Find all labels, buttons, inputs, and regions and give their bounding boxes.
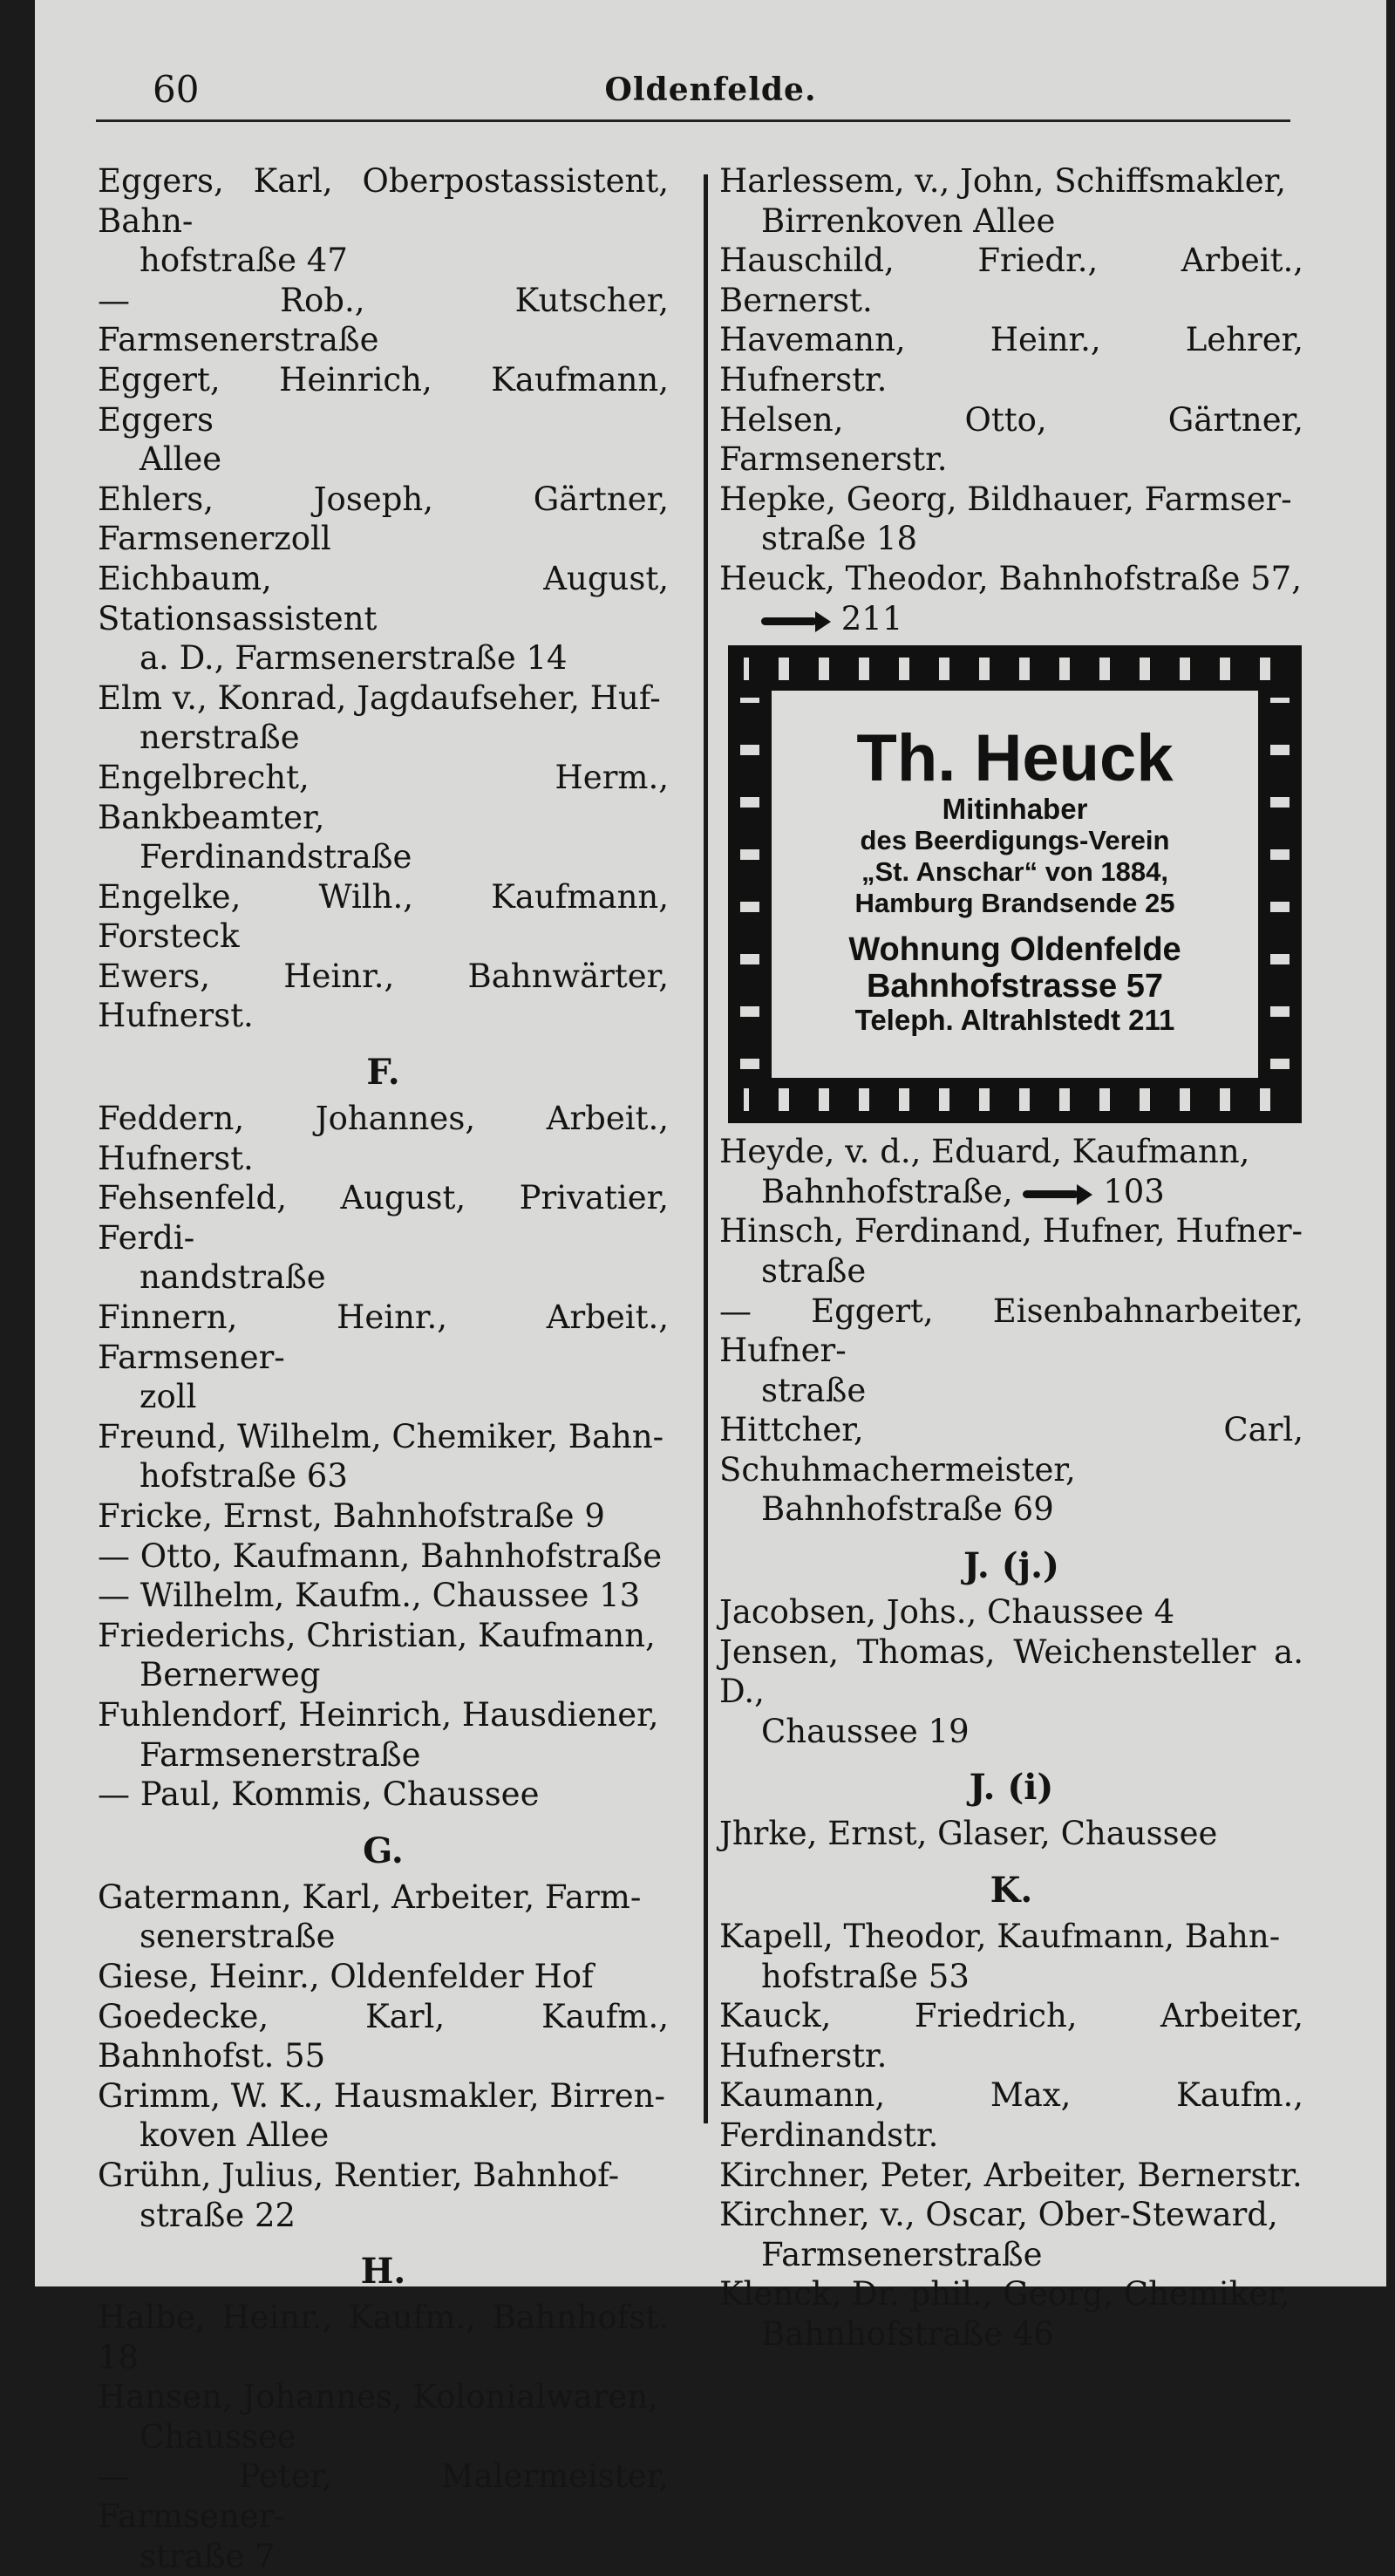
directory-entry	[719, 2075, 1303, 2155]
header-rule	[96, 119, 1290, 122]
ornament-border-top	[744, 658, 1286, 680]
page-header	[105, 68, 1317, 120]
entry-line: Fehsenfeld, August, Privatier, Ferdi-	[98, 1179, 669, 1257]
entry-line: Hittcher, Carl, Schuhmachermeister,	[719, 1411, 1303, 1489]
entry-line: Gatermann, Karl, Arbeiter, Farm-	[98, 1877, 642, 1916]
entry-continuation: Bahnhofstraße 46	[761, 2314, 1054, 2353]
entry-continuation: straße 7	[140, 2537, 276, 2575]
directory-entry	[719, 1410, 1303, 1530]
entry-continuation: Bernerweg	[140, 1656, 321, 1694]
entry-continuation: straße	[761, 1251, 867, 1290]
entry-line: Kaumann, Max, Kaufm., Ferdinandstr.	[719, 2076, 1303, 2154]
ornament-border-right	[1270, 698, 1290, 1071]
ornament-border-left	[740, 698, 759, 1071]
ad-line-1: Mitinhaber	[942, 793, 1088, 826]
directory-entry	[98, 480, 669, 559]
entry-line: Harlessem, v., John, Schiffsmakler,	[719, 162, 1286, 200]
right-column	[719, 161, 1303, 2355]
entry-continuation: Ferdinandstraße	[140, 838, 412, 876]
section-letter: H.	[360, 2251, 406, 2293]
entry-line: Jhrke, Ernst, Glaser, Chaussee	[719, 1815, 1218, 1853]
entry-line: — Paul, Kommis, Chaussee	[98, 1775, 540, 1814]
entry-line: Heuck, Theodor, Bahnhofstraße 57,	[719, 559, 1302, 597]
entry-continuation: Farmsenerstraße	[761, 2235, 1043, 2273]
telephone-icon	[1023, 1182, 1092, 1205]
section-letter: K.	[990, 1870, 1033, 1912]
entry-continuation: Chaussee 19	[761, 1712, 970, 1750]
column-divider	[704, 174, 708, 2123]
entry-line: Giese, Heinr., Oldenfelder Hof	[98, 1957, 594, 1995]
entry-line: Eggert, Heinrich, Kaufmann, Eggers	[98, 360, 669, 439]
directory-entry	[719, 1211, 1303, 1291]
left-column	[98, 161, 669, 2576]
entry-continuation: nandstraße	[140, 1258, 326, 1297]
entry-line: Kirchner, v., Oscar, Ober-Steward,	[719, 2196, 1278, 2234]
directory-entry	[719, 400, 1303, 480]
entry-line: Elm v., Konrad, Jagdaufseher, Huf-	[98, 678, 661, 717]
entry-line: Ehlers, Joseph, Gärtner, Farmsenerzoll	[98, 480, 669, 558]
entry-line: Finnern, Heinr., Arbeit., Farmsener-	[98, 1298, 669, 1376]
ornament-border-bottom	[744, 1088, 1286, 1111]
directory-entry	[98, 1576, 669, 1616]
section-letter: G.	[363, 1830, 404, 1871]
page-number: 60	[153, 68, 200, 111]
entry-continuation: a. D., Farmsenerstraße 14	[140, 639, 568, 678]
directory-entry	[98, 1496, 669, 1537]
directory-entry	[719, 2156, 1303, 2196]
directory-entry	[719, 1814, 1303, 1854]
entry-line: Helsen, Otto, Gärtner, Farmsenerstr.	[719, 400, 1303, 479]
directory-entry	[98, 1099, 669, 1178]
directory-entry	[719, 1291, 1303, 1411]
entry-line: Heyde, v. d., Eduard, Kaufmann,	[719, 1133, 1250, 1171]
directory-entry	[98, 281, 669, 360]
entry-line: Hauschild, Friedr., Arbeit., Bernerst.	[719, 242, 1303, 319]
entry-continuation: Farmsenerstraße	[140, 1735, 421, 1774]
entry-continuation: zoll	[140, 1378, 197, 1416]
entry-continuation: straße 18	[761, 520, 918, 558]
section-letter: F.	[366, 1052, 400, 1094]
directory-entry	[719, 1592, 1303, 1632]
entry-continuation: straße	[761, 1371, 867, 1409]
entry-line: Eggers, Karl, Oberpostassistent, Bahn-	[98, 162, 669, 240]
directory-entry	[98, 2076, 669, 2156]
entry-line: Ewers, Heinr., Bahnwärter, Hufnerst.	[98, 957, 669, 1035]
ad-line-2: des Beerdigungs-Verein	[860, 825, 1170, 856]
entry-continuation: Chaussee	[140, 2417, 296, 2456]
directory-entry	[98, 758, 669, 877]
running-title: Oldenfelde.	[604, 72, 817, 108]
entry-line: Feddern, Johannes, Arbeit., Hufnerst.	[98, 1100, 669, 1177]
directory-entry	[98, 559, 669, 678]
entry-continuation: Bahnhofstraße, 103	[761, 1172, 1165, 1210]
entry-continuation: hofstraße 53	[761, 1957, 970, 1995]
entry-line: Engelbrecht, Herm., Bankbeamter,	[98, 758, 669, 836]
entry-line: Kauck, Friedrich, Arbeiter, Hufnerstr.	[719, 1997, 1303, 2075]
right-column-top	[719, 161, 1303, 638]
section-letter: J. (j.)	[963, 1545, 1059, 1587]
directory-entry	[719, 241, 1303, 320]
directory-entry	[719, 161, 1303, 241]
entry-line: Kapell, Theodor, Kaufmann, Bahn-	[719, 1918, 1281, 1956]
directory-entry	[98, 2377, 669, 2457]
entry-continuation: hofstraße 63	[140, 1457, 348, 1496]
entry-continuation: koven Allee	[140, 2116, 330, 2155]
entry-line: Eichbaum, August, Stationsassistent	[98, 559, 669, 637]
ad-line-6: Bahnhofstrasse 57	[866, 968, 1163, 1005]
directory-entry	[98, 2457, 669, 2576]
entry-continuation: 211	[719, 599, 1303, 639]
directory-entry	[98, 1417, 669, 1496]
directory-entry	[98, 161, 669, 281]
entry-line: Jensen, Thomas, Weichensteller a. D.,	[719, 1632, 1303, 1711]
entry-continuation: straße 22	[140, 2196, 296, 2234]
entry-line: Fricke, Ernst, Bahnhofstraße 9	[98, 1497, 605, 1535]
directory-entry	[98, 1957, 669, 1997]
directory-entry	[98, 1877, 669, 1957]
directory-entry	[719, 559, 1303, 638]
ad-line-3: „St. Anschar“ von 1884,	[861, 856, 1169, 888]
ad-line-4: Hamburg Brandsende 25	[854, 888, 1175, 919]
directory-entry	[719, 1917, 1303, 1996]
entry-continuation: Birrenkoven Allee	[761, 201, 1056, 240]
entry-line: Kirchner, Peter, Arbeiter, Bernerstr.	[719, 2156, 1303, 2194]
entry-line: Klenck, Dr. phil., Georg, Chemiker,	[719, 2275, 1290, 2314]
directory-entry	[98, 1775, 669, 1815]
directory-entry	[98, 1298, 669, 1417]
entry-continuation: nerstraße	[140, 719, 300, 757]
entry-line: Jacobsen, Johs., Chaussee 4	[719, 1593, 1175, 1632]
directory-entry	[98, 360, 669, 480]
directory-entry	[98, 1997, 669, 2076]
directory-entry	[98, 957, 669, 1036]
entry-line: — Eggert, Eisenbahnarbeiter, Hufner-	[719, 1291, 1303, 1370]
directory-entry	[98, 1537, 669, 1577]
directory-entry	[98, 1695, 669, 1775]
entry-line: — Peter, Malermeister, Farmsener-	[98, 2457, 669, 2536]
directory-entry	[719, 2274, 1303, 2354]
ad-business-name: Th. Heuck	[856, 721, 1174, 796]
directory-page	[35, 0, 1386, 2575]
directory-entry	[719, 2195, 1303, 2274]
entry-line: Grühn, Julius, Rentier, Bahnhof-	[98, 2156, 620, 2194]
directory-entry	[98, 877, 669, 957]
directory-entry	[719, 1132, 1303, 1211]
entry-line: Freund, Wilhelm, Chemiker, Bahn-	[98, 1417, 664, 1455]
directory-entry	[719, 320, 1303, 399]
entry-line: — Rob., Kutscher, Farmsenerstraße	[98, 281, 669, 359]
advertisement-box	[728, 645, 1302, 1123]
directory-entry	[98, 1616, 669, 1695]
entry-line: — Wilhelm, Kaufm., Chaussee 13	[98, 1577, 641, 1615]
right-column-bottom	[719, 1132, 1303, 2354]
entry-line: — Otto, Kaufmann, Bahnhofstraße	[98, 1537, 663, 1575]
directory-entry	[98, 1178, 669, 1298]
entry-line: Friederichs, Christian, Kaufmann,	[98, 1616, 656, 1654]
entry-continuation: hofstraße 47	[140, 242, 348, 280]
ad-line-7: Teleph. Altrahlstedt 211	[854, 1004, 1175, 1037]
entry-line: Engelke, Wilh., Kaufmann, Forsteck	[98, 877, 669, 956]
entry-continuation: Allee	[140, 440, 222, 479]
entry-line: Halbe, Heinr., Kaufm., Bahnhofst. 18	[98, 2299, 669, 2376]
directory-entry	[98, 678, 669, 758]
entry-continuation: Bahnhofstraße 69	[761, 1490, 1054, 1529]
telephone-icon	[761, 610, 831, 632]
entry-line: Hansen, Johannes, Kolonialwaren,	[98, 2378, 658, 2416]
directory-entry	[719, 480, 1303, 559]
ad-line-5: Wohnung Oldenfelde	[848, 931, 1181, 969]
directory-entry	[98, 2298, 669, 2377]
entry-line: Hinsch, Ferdinand, Hufner, Hufner-	[719, 1212, 1303, 1251]
entry-line: Havemann, Heinr., Lehrer, Hufnerstr.	[719, 321, 1303, 399]
directory-entry	[719, 1632, 1303, 1752]
directory-entry	[719, 1996, 1303, 2075]
entry-line: Goedecke, Karl, Kaufm., Bahnhofst. 55	[98, 1997, 669, 2075]
advertisement-content	[772, 691, 1258, 1078]
entry-line: Hepke, Georg, Bildhauer, Farmser-	[719, 480, 1292, 518]
directory-entry	[98, 2156, 669, 2235]
entry-line: Grimm, W. K., Hausmakler, Birren-	[98, 2076, 665, 2115]
section-letter: J. (i)	[969, 1767, 1054, 1809]
entry-continuation: senerstraße	[140, 1918, 336, 1956]
entry-line: Fuhlendorf, Heinrich, Hausdiener,	[98, 1695, 659, 1734]
